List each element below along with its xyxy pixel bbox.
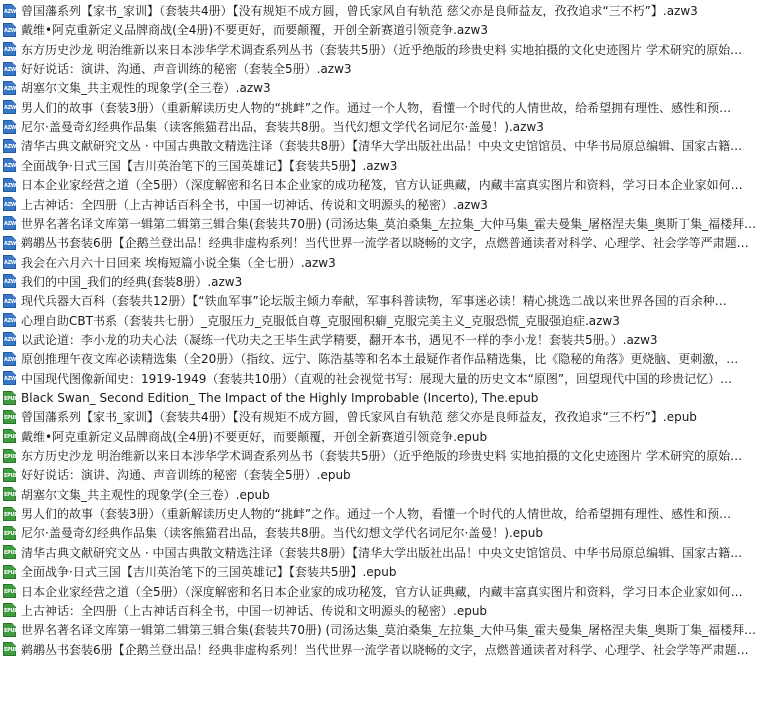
file-name: 胡塞尔文集_共主观性的现象学(全三卷）.azw3 bbox=[21, 81, 271, 96]
azw3-file-icon: AZW bbox=[3, 332, 16, 346]
file-name: 日本企业家经营之道（全5册）（深度解密和名日本企业家的成功秘笈，官方认证典藏，内藏丰富真实图片和资料，学习日本企业家如何… bbox=[21, 178, 743, 193]
file-name: 以武论道：李小龙的功夫心法（凝练一代功夫之王毕生武学精要，翻开本书，遇见不一样的李小龙！套装共5册。）.azw3 bbox=[21, 332, 658, 347]
file-row[interactable] bbox=[0, 40, 770, 59]
file-row[interactable] bbox=[0, 233, 770, 252]
file-row[interactable] bbox=[0, 175, 770, 194]
azw3-file-icon: AZW bbox=[3, 352, 16, 366]
file-name: 上古神话：全四册（上古神话百科全书，中国一切神话、传说和文明源头的秘密）.azw3 bbox=[21, 197, 488, 212]
azw3-file-icon: AZW bbox=[3, 255, 16, 269]
azw3-file-icon: AZW bbox=[3, 81, 16, 95]
file-name: 戴维•阿克重新定义品牌商战(全4册)不要更好，而要颠覆，开创全新赛道引领竞争.epub bbox=[21, 429, 488, 444]
file-row[interactable] bbox=[0, 311, 770, 330]
file-row[interactable] bbox=[0, 523, 770, 542]
file-row[interactable] bbox=[0, 427, 770, 446]
file-name: 男人们的故事（套装3册）（重新解读历史人物的“挑衅”之作。通过一个人物，看懂一个时代的人情世故，给希望拥有理性、感性和预… bbox=[21, 507, 732, 522]
epub-file-icon: EPUB bbox=[3, 526, 16, 540]
file-row[interactable] bbox=[0, 465, 770, 484]
file-row[interactable] bbox=[0, 369, 770, 388]
file-name: 戴维•阿克重新定义品牌商战(全4册)不要更好，而要颠覆，开创全新赛道引领竞争.azw3 bbox=[21, 23, 488, 38]
file-name: 鹈鹕丛书套装6册【企鹅兰登出品！经典非虚构系列！当代世界一流学者以晓畅的文字，点燃普通读者对科学、心理学、社会学等严肃题… bbox=[21, 642, 749, 657]
epub-file-icon: EPUB bbox=[3, 429, 16, 443]
epub-file-icon: EPUB bbox=[3, 410, 16, 424]
epub-file-icon: EPUB bbox=[3, 584, 16, 598]
file-row[interactable] bbox=[0, 291, 770, 310]
file-name: 清华古典文献研究文丛 · 中国古典散文精选注译（套装共8册）【清华大学出版社出品！中央文史馆馆员、中华书局原总编辑、国家古籍… bbox=[21, 139, 743, 154]
file-row[interactable] bbox=[0, 640, 770, 659]
file-name: 上古神话：全四册（上古神话百科全书，中国一切神话、传说和文明源头的秘密）.epub bbox=[21, 603, 488, 618]
file-name: 我们的中国_我们的经典(套装8册）.azw3 bbox=[21, 274, 243, 289]
epub-file-icon: EPUB bbox=[3, 545, 16, 559]
file-name: 全面战争·日式三国【吉川英治笔下的三国英雄记】【套装共5册】.azw3 bbox=[21, 158, 398, 173]
file-row[interactable] bbox=[0, 78, 770, 97]
file-row[interactable] bbox=[0, 272, 770, 291]
file-name: 日本企业家经营之道（全5册）（深度解密和名日本企业家的成功秘笈，官方认证典藏，内藏丰富真实图片和资料，学习日本企业家如何… bbox=[21, 584, 743, 599]
azw3-file-icon: AZW bbox=[3, 42, 16, 56]
file-name: 全面战争·日式三国【吉川英治笔下的三国英雄记】【套装共5册】.epub bbox=[21, 565, 397, 580]
azw3-file-icon: AZW bbox=[3, 294, 16, 308]
file-name: 曾国藩系列【家书_家训】（套装共4册）【没有规矩不成方圆，曾氏家风自有轨范 慈父亦是良师益友，孜孜追求“三不朽”】.epub bbox=[21, 410, 697, 425]
file-row[interactable] bbox=[0, 407, 770, 426]
azw3-file-icon: AZW bbox=[3, 313, 16, 327]
file-row[interactable] bbox=[0, 446, 770, 465]
file-name: 尼尔·盖曼奇幻经典作品集（读客熊猫君出品，套装共8册。当代幻想文学代名词尼尔·盖曼！).azw3 bbox=[21, 120, 544, 135]
file-row[interactable] bbox=[0, 330, 770, 349]
azw3-file-icon: AZW bbox=[3, 139, 16, 153]
file-name: 我会在六月六十日回来 埃梅短篇小说全集（全七册）.azw3 bbox=[21, 255, 336, 270]
file-name: 曾国藩系列【家书_家训】（套装共4册）【没有规矩不成方圆，曾氏家风自有轨范 慈父亦是良师益友，孜孜追求“三不朽”】.azw3 bbox=[21, 4, 698, 18]
file-row[interactable] bbox=[0, 388, 770, 407]
azw3-file-icon: AZW bbox=[3, 178, 16, 192]
file-row[interactable] bbox=[0, 136, 770, 155]
file-row[interactable] bbox=[0, 214, 770, 233]
azw3-file-icon: AZW bbox=[3, 197, 16, 211]
azw3-file-icon: AZW bbox=[3, 158, 16, 172]
file-row[interactable] bbox=[0, 601, 770, 620]
file-row[interactable] bbox=[0, 504, 770, 523]
file-name: 好好说话：演讲、沟通、声音训练的秘密（套装全5册）.azw3 bbox=[21, 62, 352, 77]
file-name: 东方历史沙龙 明治维新以来日本涉华学术调查系列丛书（套装共5册）（近乎绝版的珍贵史料 实地拍摄的文化史迹图片 学术研究的原始… bbox=[21, 449, 743, 464]
epub-file-icon: EPUB bbox=[3, 487, 16, 501]
file-row[interactable] bbox=[0, 156, 770, 175]
azw3-file-icon: AZW bbox=[3, 236, 16, 250]
file-name: 胡塞尔文集_共主观性的现象学(全三卷）.epub bbox=[21, 487, 270, 502]
file-name: 东方历史沙龙 明治维新以来日本涉华学术调查系列丛书（套装共5册）（近乎绝版的珍贵史料 实地拍摄的文化史迹图片 学术研究的原始… bbox=[21, 42, 743, 57]
file-name: 清华古典文献研究文丛 · 中国古典散文精选注译（套装共8册）【清华大学出版社出品！中央文史馆馆员、中华书局原总编辑、国家古籍… bbox=[21, 545, 743, 560]
file-name: 原创推理午夜文库必读精选集（全20册）（指纹、远宁、陈浩基等和名本土最疑作者作品精选集，比《隐秘的角落》更烧脑、更刺激，… bbox=[21, 352, 739, 367]
file-name: 尼尔·盖曼奇幻经典作品集（读客熊猫君出品，套装共8册。当代幻想文学代名词尼尔·盖曼！).epub bbox=[21, 526, 543, 541]
epub-file-icon: EPUB bbox=[3, 642, 16, 656]
file-row[interactable] bbox=[0, 349, 770, 368]
azw3-file-icon: AZW bbox=[3, 216, 16, 230]
file-name: 现代兵器大百科（套装共12册）【“铁血军事”论坛版主倾力奉献，军事科普读物，军事迷必读！精心挑选二战以来世界各国的百余种… bbox=[21, 294, 727, 309]
file-name: 心理自助CBT书系（套装共七册）_克服压力_克服低自尊_克服囤积癖_克服完美主义_克服恐慌_克服强迫症.azw3 bbox=[21, 313, 620, 328]
epub-file-icon: EPUB bbox=[3, 507, 16, 521]
file-row[interactable] bbox=[0, 98, 770, 117]
file-name: 世界名著名译文库第一辑第二辑第三辑合集(套装共70册) (司汤达集_莫泊桑集_左拉集_大仲马集_霍夫曼集_屠格涅夫集_奥斯丁集_福楼拜… bbox=[21, 216, 757, 231]
file-name: 鹈鹕丛书套装6册【企鹅兰登出品！经典非虚构系列！当代世界一流学者以晓畅的文字，点燃普通读者对科学、心理学、社会学等严肃题… bbox=[21, 236, 749, 251]
file-name: 好好说话：演讲、沟通、声音训练的秘密（套装全5册）.epub bbox=[21, 468, 351, 483]
file-row[interactable] bbox=[0, 20, 770, 39]
file-row[interactable] bbox=[0, 485, 770, 504]
file-name: Black Swan_ Second Edition_ The Impact of the Highly Improbable (Incerto), The.epub bbox=[21, 390, 539, 405]
azw3-file-icon: AZW bbox=[3, 23, 16, 37]
epub-file-icon: EPUB bbox=[3, 623, 16, 637]
azw3-file-icon: AZW bbox=[3, 274, 16, 288]
azw3-file-icon: AZW bbox=[3, 4, 16, 18]
epub-file-icon: EPUB bbox=[3, 468, 16, 482]
file-row[interactable] bbox=[0, 59, 770, 78]
file-name: 世界名著名译文库第一辑第二辑第三辑合集(套装共70册) (司汤达集_莫泊桑集_左拉集_大仲马集_霍夫曼集_屠格涅夫集_奥斯丁集_福楼拜… bbox=[21, 623, 757, 638]
epub-file-icon: EPUB bbox=[3, 565, 16, 579]
azw3-file-icon: AZW bbox=[3, 62, 16, 76]
file-row[interactable] bbox=[0, 620, 770, 639]
file-name: 中国现代图像新闻史：1919-1949（套装共10册）（直观的社会视觉书写：展现大量的历史文本“原图”，回望现代中国的珍贵记忆）… bbox=[21, 371, 733, 386]
file-row[interactable] bbox=[0, 117, 770, 136]
azw3-file-icon: AZW bbox=[3, 371, 16, 385]
file-row[interactable] bbox=[0, 195, 770, 214]
file-name: 男人们的故事（套装3册）（重新解读历史人物的“挑衅”之作。通过一个人物，看懂一个时代的人情世故，给希望拥有理性、感性和预… bbox=[21, 100, 732, 115]
epub-file-icon: EPUB bbox=[3, 603, 16, 617]
epub-file-icon: EPUB bbox=[3, 449, 16, 463]
file-row[interactable] bbox=[0, 562, 770, 581]
file-row[interactable] bbox=[0, 1, 770, 20]
azw3-file-icon: AZW bbox=[3, 120, 16, 134]
azw3-file-icon: AZW bbox=[3, 100, 16, 114]
file-row[interactable] bbox=[0, 582, 770, 601]
file-row[interactable] bbox=[0, 253, 770, 272]
epub-file-icon: EPUB bbox=[3, 391, 16, 405]
file-row[interactable] bbox=[0, 543, 770, 562]
